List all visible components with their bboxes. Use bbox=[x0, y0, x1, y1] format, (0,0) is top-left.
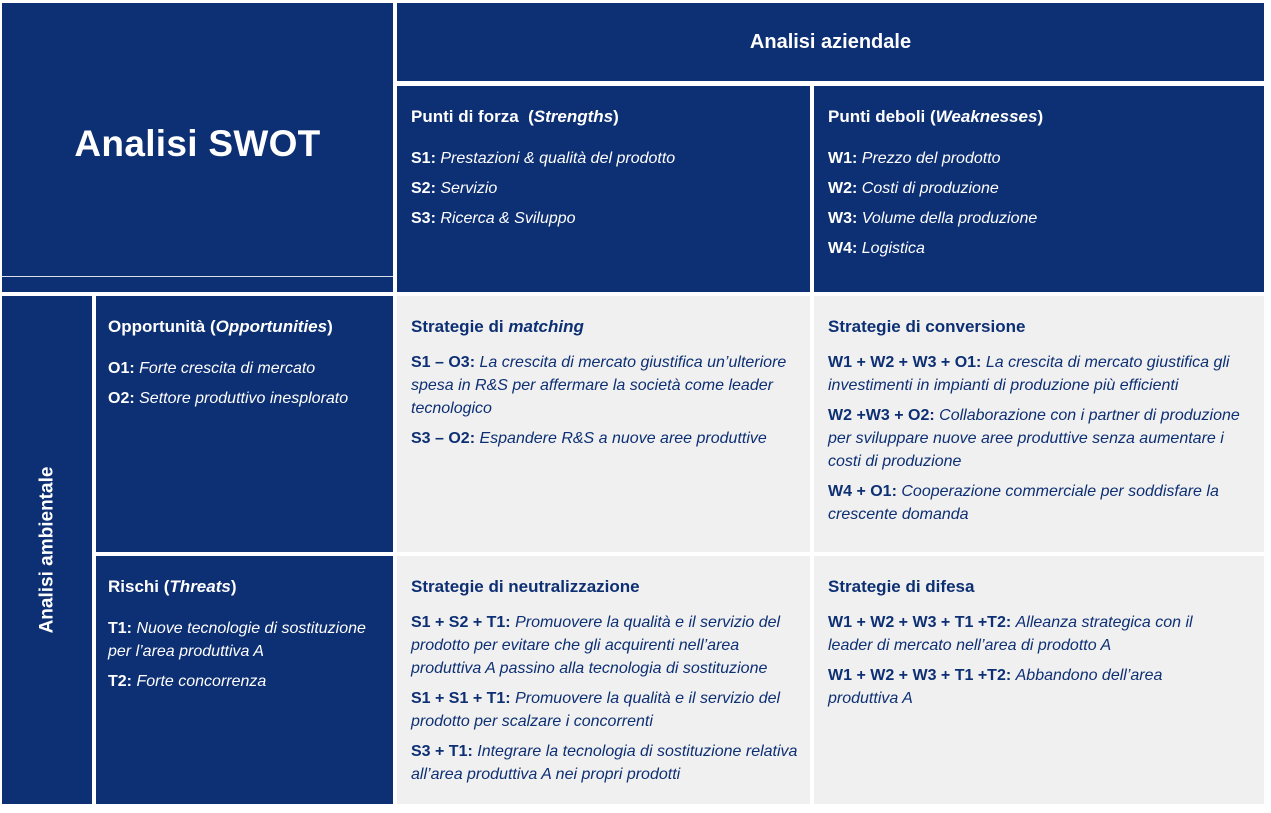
matching-strategies-cell bbox=[397, 296, 810, 552]
item-code: S1 + S2 + T1: bbox=[411, 614, 511, 631]
list-item bbox=[828, 237, 1250, 260]
item-text: La crescita di mercato giustifica un’ulteriore spesa in R&S per affermare la società come leader tecnologico bbox=[411, 354, 787, 417]
weaknesses-label: Punti deboli bbox=[828, 107, 926, 126]
list-item bbox=[108, 357, 379, 380]
item-text: Servizio bbox=[440, 180, 498, 197]
item-text: La crescita di mercato giustifica gli investimenti in impianti di produzione più efficienti bbox=[828, 354, 1230, 394]
company-analysis-label: Analisi aziendale bbox=[749, 30, 912, 53]
item-code: T1: bbox=[108, 620, 132, 637]
list-item bbox=[828, 147, 1250, 170]
item-text: Volume della produzione bbox=[861, 210, 1038, 227]
item-text: Settore produttivo inesplorato bbox=[139, 390, 349, 407]
item-code: S1 – O3: bbox=[411, 354, 476, 371]
item-text: Integrare la tecnologia di sostituzione relativa all’area produttiva A nei propri prodotti bbox=[411, 743, 798, 783]
strengths-list bbox=[411, 147, 796, 230]
neutralization-list bbox=[411, 611, 800, 786]
environmental-analysis-label: Analisi ambientale bbox=[36, 466, 57, 634]
list-item bbox=[411, 147, 796, 170]
list-item bbox=[108, 670, 379, 693]
page-title: Analisi SWOT bbox=[74, 122, 321, 164]
opportunities-cell bbox=[96, 296, 393, 552]
threats-label: Rischi bbox=[108, 577, 160, 596]
threats-label-en: Threats bbox=[169, 577, 231, 596]
conversion-list bbox=[828, 351, 1256, 526]
opportunities-list bbox=[108, 357, 379, 410]
threats-heading: Rischi (Threats) bbox=[108, 577, 237, 596]
list-item bbox=[828, 664, 1234, 710]
item-code: T2: bbox=[108, 673, 132, 690]
item-text: Logistica bbox=[861, 240, 925, 257]
item-code: W3: bbox=[828, 210, 858, 227]
item-text: Prezzo del prodotto bbox=[861, 150, 1001, 167]
defense-heading: Strategie di difesa bbox=[828, 577, 975, 596]
list-item bbox=[411, 687, 800, 733]
item-code: S3 + T1: bbox=[411, 743, 473, 760]
item-code: W1: bbox=[828, 150, 858, 167]
item-code: O1: bbox=[108, 360, 135, 377]
matching-list bbox=[411, 351, 800, 450]
item-text: Nuove tecnologie di sostituzione per l’area produttiva A bbox=[108, 620, 366, 660]
item-text: Cooperazione commerciale per soddisfare la crescente domanda bbox=[828, 483, 1219, 523]
item-text: Espandere R&S a nuove aree produttive bbox=[479, 430, 767, 447]
weaknesses-label-en: Weaknesses bbox=[935, 107, 1038, 126]
list-item bbox=[411, 351, 800, 420]
neutralization-heading: Strategie di neutralizzazione bbox=[411, 577, 640, 596]
list-item bbox=[828, 207, 1250, 230]
weaknesses-cell bbox=[814, 86, 1264, 292]
list-item bbox=[411, 427, 800, 450]
weaknesses-heading: Punti deboli (Weaknesses) bbox=[828, 107, 1044, 126]
list-item bbox=[411, 177, 796, 200]
list-item bbox=[828, 480, 1256, 526]
threats-cell bbox=[96, 556, 393, 804]
list-item bbox=[828, 404, 1256, 473]
item-text: Prestazioni & qualità del prodotto bbox=[440, 150, 676, 167]
item-code: W1 + W2 + W3 + T1 +T2: bbox=[828, 667, 1012, 684]
item-code: O2: bbox=[108, 390, 135, 407]
list-item bbox=[411, 611, 800, 680]
item-text: Promuovere la qualità e il servizio del prodotto per scalzare i concorrenti bbox=[411, 690, 781, 730]
item-code: S3 – O2: bbox=[411, 430, 476, 447]
item-text: Ricerca & Sviluppo bbox=[440, 210, 576, 227]
weaknesses-list bbox=[828, 147, 1250, 260]
company-analysis-header bbox=[397, 3, 1264, 81]
list-item bbox=[411, 207, 796, 230]
environmental-analysis-cell bbox=[2, 296, 92, 804]
threats-list bbox=[108, 617, 379, 693]
item-text: Collaborazione con i partner di produzione per sviluppare nuove aree produttive senza aumentare i costi di produzione bbox=[828, 407, 1240, 470]
conversion-heading: Strategie di conversione bbox=[828, 317, 1026, 336]
defense-list bbox=[828, 611, 1234, 710]
item-code: W2 +W3 + O2: bbox=[828, 407, 935, 424]
item-code: S1: bbox=[411, 150, 436, 167]
item-code: S3: bbox=[411, 210, 436, 227]
item-code: S2: bbox=[411, 180, 436, 197]
item-text: Costi di produzione bbox=[861, 180, 999, 197]
item-code: W4: bbox=[828, 240, 858, 257]
strengths-label-en: Strengths bbox=[533, 107, 614, 126]
matching-label-it: matching bbox=[508, 317, 584, 336]
item-text: Abbandono dell’area produttiva A bbox=[828, 667, 1163, 707]
item-text: Alleanza strategica con il leader di mercato nell’area di prodotto A bbox=[828, 614, 1193, 654]
list-item bbox=[108, 387, 379, 410]
item-text: Forte concorrenza bbox=[136, 673, 267, 690]
list-item bbox=[411, 740, 800, 786]
strengths-label: Punti di forza bbox=[411, 107, 519, 126]
conversion-strategies-cell bbox=[814, 296, 1264, 552]
item-code: W1 + W2 + W3 + O1: bbox=[828, 354, 982, 371]
neutralization-strategies-cell bbox=[397, 556, 810, 804]
opportunities-heading: Opportunità (Opportunities) bbox=[108, 317, 333, 336]
matching-label: Strategie di bbox=[411, 317, 504, 336]
opportunities-label-en: Opportunities bbox=[215, 317, 328, 336]
strengths-heading: Punti di forza (Strengths) bbox=[411, 107, 619, 126]
defense-strategies-cell bbox=[814, 556, 1264, 804]
swot-title-cell bbox=[2, 3, 393, 292]
item-text: Promuovere la qualità e il servizio del prodotto per evitare che gli acquirenti nell’area produttiva A passino alla tecnologia di sostituzione bbox=[411, 614, 781, 677]
item-code: W4 + O1: bbox=[828, 483, 897, 500]
title-divider bbox=[2, 276, 393, 277]
item-code: W1 + W2 + W3 + T1 +T2: bbox=[828, 614, 1012, 631]
list-item bbox=[108, 617, 379, 663]
list-item bbox=[828, 177, 1250, 200]
list-item bbox=[828, 611, 1234, 657]
matching-heading bbox=[411, 316, 800, 337]
opportunities-label: Opportunità bbox=[108, 317, 206, 336]
strengths-cell bbox=[397, 86, 810, 292]
list-item bbox=[828, 351, 1256, 397]
item-text: Forte crescita di mercato bbox=[139, 360, 316, 377]
item-code: W2: bbox=[828, 180, 858, 197]
item-code: S1 + S1 + T1: bbox=[411, 690, 511, 707]
